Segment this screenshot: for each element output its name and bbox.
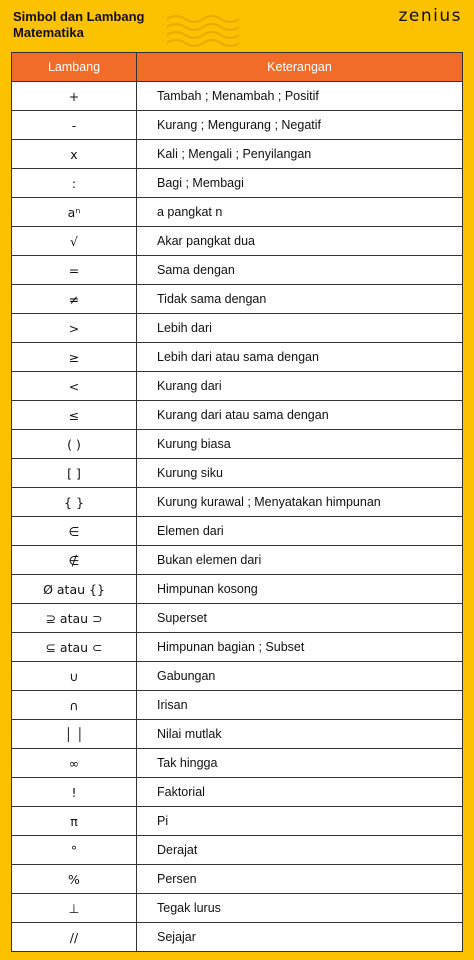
description-cell: Sejajar xyxy=(137,923,463,952)
table-row xyxy=(12,807,463,836)
table-row xyxy=(12,836,463,865)
symbol-cell: { } xyxy=(12,488,137,517)
symbol-cell: - xyxy=(12,111,137,140)
table-row xyxy=(12,488,463,517)
symbol-cell: ≤ xyxy=(12,401,137,430)
symbol-cell: ° xyxy=(12,836,137,865)
description-cell: Tidak sama dengan xyxy=(137,285,463,314)
table-header-row xyxy=(12,53,463,82)
header xyxy=(0,0,474,52)
description-cell: Kurang dari atau sama dengan xyxy=(137,401,463,430)
table-row xyxy=(12,459,463,488)
description-cell: a pangkat n xyxy=(137,198,463,227)
column-header-lambang: Lambang xyxy=(12,53,137,82)
table-row xyxy=(12,575,463,604)
title-line-2: Matematika xyxy=(13,25,84,40)
symbol-cell: ( ) xyxy=(12,430,137,459)
description-cell: Bukan elemen dari xyxy=(137,546,463,575)
table-row xyxy=(12,546,463,575)
symbol-cell: + xyxy=(12,82,137,111)
symbol-cell: : xyxy=(12,169,137,198)
symbol-cell: ∪ xyxy=(12,662,137,691)
table-row xyxy=(12,285,463,314)
description-cell: Kurung kurawal ; Menyatakan himpunan xyxy=(137,488,463,517)
table-row xyxy=(12,923,463,952)
symbol-cell: ! xyxy=(12,778,137,807)
symbol-cell: ∉ xyxy=(12,546,137,575)
table-row xyxy=(12,256,463,285)
table-row xyxy=(12,111,463,140)
description-cell: Gabungan xyxy=(137,662,463,691)
table-row xyxy=(12,749,463,778)
page-title xyxy=(13,9,144,41)
description-cell: Persen xyxy=(137,865,463,894)
symbol-cell: ∈ xyxy=(12,517,137,546)
table-row xyxy=(12,372,463,401)
description-cell: Akar pangkat dua xyxy=(137,227,463,256)
symbol-cell: ⊆ atau ⊂ xyxy=(12,633,137,662)
table-row xyxy=(12,169,463,198)
table-row xyxy=(12,82,463,111)
symbol-cell: π xyxy=(12,807,137,836)
description-cell: Tegak lurus xyxy=(137,894,463,923)
symbol-cell: Ø atau {} xyxy=(12,575,137,604)
description-cell: Tak hingga xyxy=(137,749,463,778)
description-cell: Himpunan bagian ; Subset xyxy=(137,633,463,662)
symbol-cell: % xyxy=(12,865,137,894)
table-row xyxy=(12,227,463,256)
description-cell: Kurung siku xyxy=(137,459,463,488)
description-cell: Tambah ; Menambah ; Positif xyxy=(137,82,463,111)
table-row xyxy=(12,604,463,633)
symbol-cell: < xyxy=(12,372,137,401)
description-cell: Derajat xyxy=(137,836,463,865)
description-cell: Nilai mutlak xyxy=(137,720,463,749)
description-cell: Kali ; Mengali ; Penyilangan xyxy=(137,140,463,169)
table-row xyxy=(12,343,463,372)
symbol-cell: │ │ xyxy=(12,720,137,749)
description-cell: Kurung biasa xyxy=(137,430,463,459)
table-row xyxy=(12,633,463,662)
table-row xyxy=(12,894,463,923)
column-header-keterangan: Keterangan xyxy=(137,53,463,82)
symbol-cell: aⁿ xyxy=(12,198,137,227)
description-cell: Lebih dari xyxy=(137,314,463,343)
symbol-cell: √ xyxy=(12,227,137,256)
symbol-cell: = xyxy=(12,256,137,285)
table-row xyxy=(12,778,463,807)
description-cell: Pi xyxy=(137,807,463,836)
symbol-cell: ≠ xyxy=(12,285,137,314)
symbol-cell: [ ] xyxy=(12,459,137,488)
table-row xyxy=(12,865,463,894)
table-row xyxy=(12,662,463,691)
description-cell: Kurang dari xyxy=(137,372,463,401)
symbol-cell: ≥ xyxy=(12,343,137,372)
description-cell: Faktorial xyxy=(137,778,463,807)
table-row xyxy=(12,401,463,430)
symbol-cell: ⊇ atau ⊃ xyxy=(12,604,137,633)
table-row xyxy=(12,430,463,459)
wave-decoration-icon xyxy=(165,13,241,47)
symbol-cell: ⊥ xyxy=(12,894,137,923)
description-cell: Sama dengan xyxy=(137,256,463,285)
zenius-logo: zenius xyxy=(398,6,462,26)
table-row xyxy=(12,691,463,720)
description-cell: Kurang ; Mengurang ; Negatif xyxy=(137,111,463,140)
symbol-cell: // xyxy=(12,923,137,952)
table-row xyxy=(12,198,463,227)
symbol-table xyxy=(11,52,463,952)
table-row xyxy=(12,140,463,169)
symbol-cell: ∩ xyxy=(12,691,137,720)
description-cell: Superset xyxy=(137,604,463,633)
table-row xyxy=(12,720,463,749)
description-cell: Irisan xyxy=(137,691,463,720)
table-row xyxy=(12,314,463,343)
symbol-cell: x xyxy=(12,140,137,169)
title-line-1: Simbol dan Lambang xyxy=(13,9,145,24)
description-cell: Bagi ; Membagi xyxy=(137,169,463,198)
description-cell: Himpunan kosong xyxy=(137,575,463,604)
symbol-cell: ∞ xyxy=(12,749,137,778)
table-body xyxy=(12,82,463,952)
symbol-cell: > xyxy=(12,314,137,343)
description-cell: Elemen dari xyxy=(137,517,463,546)
description-cell: Lebih dari atau sama dengan xyxy=(137,343,463,372)
table-row xyxy=(12,517,463,546)
